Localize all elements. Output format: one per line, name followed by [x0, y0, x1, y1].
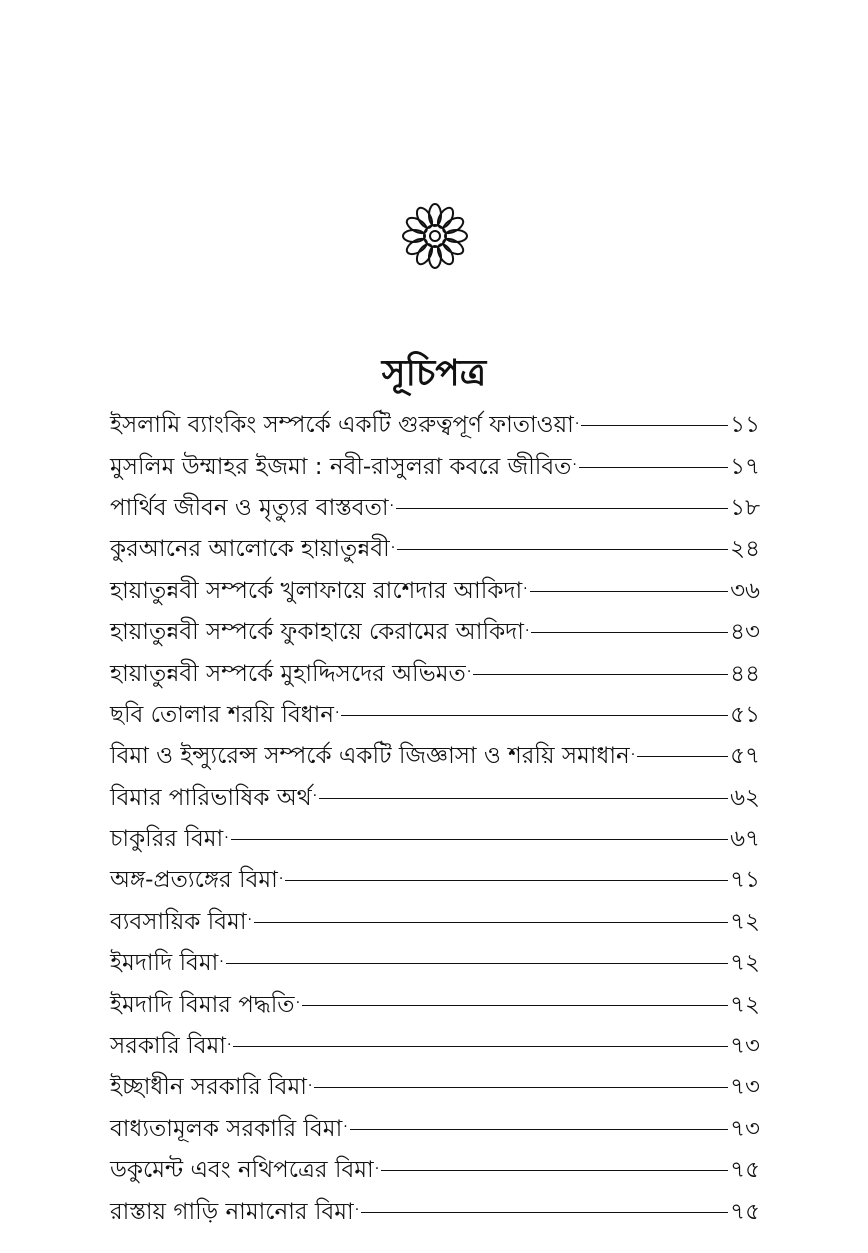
leader-dot: ·	[295, 995, 301, 1012]
leader-dot: ·	[374, 1160, 380, 1177]
toc-entry[interactable]	[110, 736, 760, 777]
toc-entry[interactable]	[110, 1067, 760, 1108]
toc-entry-page: ৬৭	[730, 826, 760, 853]
toc-entry-title: হায়াতুন্নবী সম্পর্কে খুলাফায়ে রাশেদার আকিদা	[110, 577, 523, 604]
toc-entry-page: ৩৬	[730, 577, 760, 604]
toc-entry[interactable]	[110, 943, 760, 984]
leader-line	[396, 508, 728, 509]
toc-entry-page: ৭৩	[730, 1033, 760, 1060]
toc-entry-page: ৭৩	[730, 1115, 760, 1142]
leader-dot: ·	[354, 1202, 360, 1219]
toc-entry[interactable]	[110, 612, 760, 653]
toc-entry-title: বিমার পারিভাষিক অর্থ	[110, 784, 312, 811]
leader-dot: ·	[335, 705, 340, 722]
leader-line	[381, 1170, 728, 1171]
toc-entry-title: রাস্তায় গাড়ি নামানোর বিমা	[110, 1198, 354, 1225]
leader-dot: ·	[343, 1119, 348, 1136]
leader-dot: ·	[572, 457, 577, 474]
toc-entry-title: পার্থিব জীবন ও মৃত্যুর বাস্তবতা	[110, 494, 389, 521]
toc-entry-page: ৭২	[730, 908, 760, 935]
leader-line	[285, 880, 728, 881]
toc-entry-title: ব্যবসায়িক বিমা	[110, 908, 247, 935]
toc-entry[interactable]	[110, 1191, 760, 1232]
toc-entry-page: ১১	[730, 412, 760, 439]
toc-entry[interactable]	[110, 571, 760, 612]
flower-ornament-icon	[401, 202, 469, 270]
toc-entry-page: ৭৫	[730, 1157, 760, 1184]
leader-dot: ·	[226, 1036, 232, 1053]
toc-entry-title: মুসলিম উম্মাহর ইজমা : নবী-রাসুলরা কবরে জীবিত	[110, 453, 572, 480]
toc-entry[interactable]	[110, 984, 760, 1025]
toc-entry-page: ৭৩	[730, 1074, 760, 1101]
toc-entry-page: ৭২	[730, 950, 760, 977]
leader-line	[473, 674, 728, 675]
toc-entry-title: ইসলামি ব্যাংকিং সম্পর্কে একটি গুরুত্বপূর্ণ ফাতাওয়া	[110, 412, 574, 439]
toc-entry[interactable]	[110, 778, 760, 819]
toc-entry-title: ইচ্ছাধীন সরকারি বিমা	[110, 1074, 307, 1101]
leader-dot: ·	[574, 415, 580, 432]
toc-entry-page: ২৪	[730, 536, 760, 563]
toc-entry-title: ছবি তোলার শরয়ি বিধান	[110, 701, 335, 728]
leader-line	[530, 591, 728, 592]
toc-entry-title: অঙ্গ-প্রত্যঙ্গের বিমা	[110, 867, 278, 894]
leader-line	[314, 1087, 728, 1088]
toc-entry-page: ৫৭	[730, 743, 760, 770]
leader-dot: ·	[523, 581, 528, 598]
leader-dot: ·	[630, 746, 636, 763]
leader-line	[233, 1046, 728, 1047]
toc-entry-page: ৪৪	[730, 660, 760, 687]
toc-entry-title: ডকুমেন্ট এবং নথিপত্রের বিমা	[110, 1157, 374, 1184]
leader-dot: ·	[312, 788, 318, 805]
leader-line	[341, 715, 728, 716]
leader-line	[350, 1129, 728, 1130]
toc-entry-page: ১৭	[730, 453, 760, 480]
toc-entry-page: ৭১	[730, 867, 760, 894]
toc-entry[interactable]	[110, 1026, 760, 1067]
leader-line	[254, 922, 728, 923]
leader-line	[302, 1005, 728, 1006]
table-of-contents	[110, 405, 760, 1233]
toc-entry[interactable]	[110, 1150, 760, 1191]
leader-dot: ·	[389, 498, 394, 515]
leader-dot: ·	[224, 829, 229, 846]
leader-line	[226, 963, 728, 964]
toc-entry-title: হায়াতুন্নবী সম্পর্কে ফুকাহায়ে কেরামের আকিদা	[110, 619, 524, 646]
toc-entry-title: বাধ্যতামূলক সরকারি বিমা	[110, 1115, 343, 1142]
toc-entry[interactable]	[110, 1109, 760, 1150]
toc-entry-title: চাকুরির বিমা	[110, 826, 224, 853]
toc-entry-title: হায়াতুন্নবী সম্পর্কে মুহাদ্দিসদের অভিমত	[110, 660, 466, 687]
leader-line	[531, 632, 728, 633]
leader-dot: ·	[390, 539, 396, 556]
toc-entry-page: ৫১	[730, 701, 760, 728]
leader-dot: ·	[278, 870, 284, 887]
leader-line	[579, 467, 728, 468]
toc-entry[interactable]	[110, 695, 760, 736]
leader-line	[397, 549, 728, 550]
leader-line	[361, 1212, 728, 1213]
toc-entry-title: ইমদাদি বিমার পদ্ধতি	[110, 991, 295, 1018]
toc-entry-title: বিমা ও ইন্স্যুরেন্স সম্পর্কে একটি জিজ্ঞাসা ও শরয়ি সমাধান	[110, 743, 630, 770]
toc-entry-page: ৪৩	[730, 619, 760, 646]
leader-dot: ·	[466, 664, 472, 681]
toc-entry-page: ৭২	[730, 991, 760, 1018]
toc-entry[interactable]	[110, 446, 760, 487]
toc-entry[interactable]	[110, 653, 760, 694]
toc-entry[interactable]	[110, 488, 760, 529]
page-title: সূচিপত্র	[381, 353, 487, 394]
toc-entry-page: ৬২	[730, 784, 760, 811]
toc-entry[interactable]	[110, 819, 760, 860]
leader-dot: ·	[219, 953, 224, 970]
leader-dot: ·	[524, 622, 530, 639]
toc-entry[interactable]	[110, 902, 760, 943]
toc-entry-page: ৭৫	[730, 1198, 760, 1225]
leader-line	[637, 756, 728, 757]
leader-line	[581, 425, 728, 426]
toc-entry[interactable]	[110, 860, 760, 901]
leader-dot: ·	[247, 912, 252, 929]
toc-entry-title: সরকারি বিমা	[110, 1033, 226, 1060]
toc-entry[interactable]	[110, 529, 760, 570]
leader-dot: ·	[307, 1077, 313, 1094]
leader-line	[319, 798, 728, 799]
toc-entry[interactable]	[110, 405, 760, 446]
toc-entry-page: ১৮	[730, 494, 760, 521]
toc-entry-title: ইমদাদি বিমা	[110, 950, 219, 977]
leader-line	[231, 839, 728, 840]
toc-entry-title: কুরআনের আলোকে হায়াতুন্নবী	[110, 536, 390, 563]
